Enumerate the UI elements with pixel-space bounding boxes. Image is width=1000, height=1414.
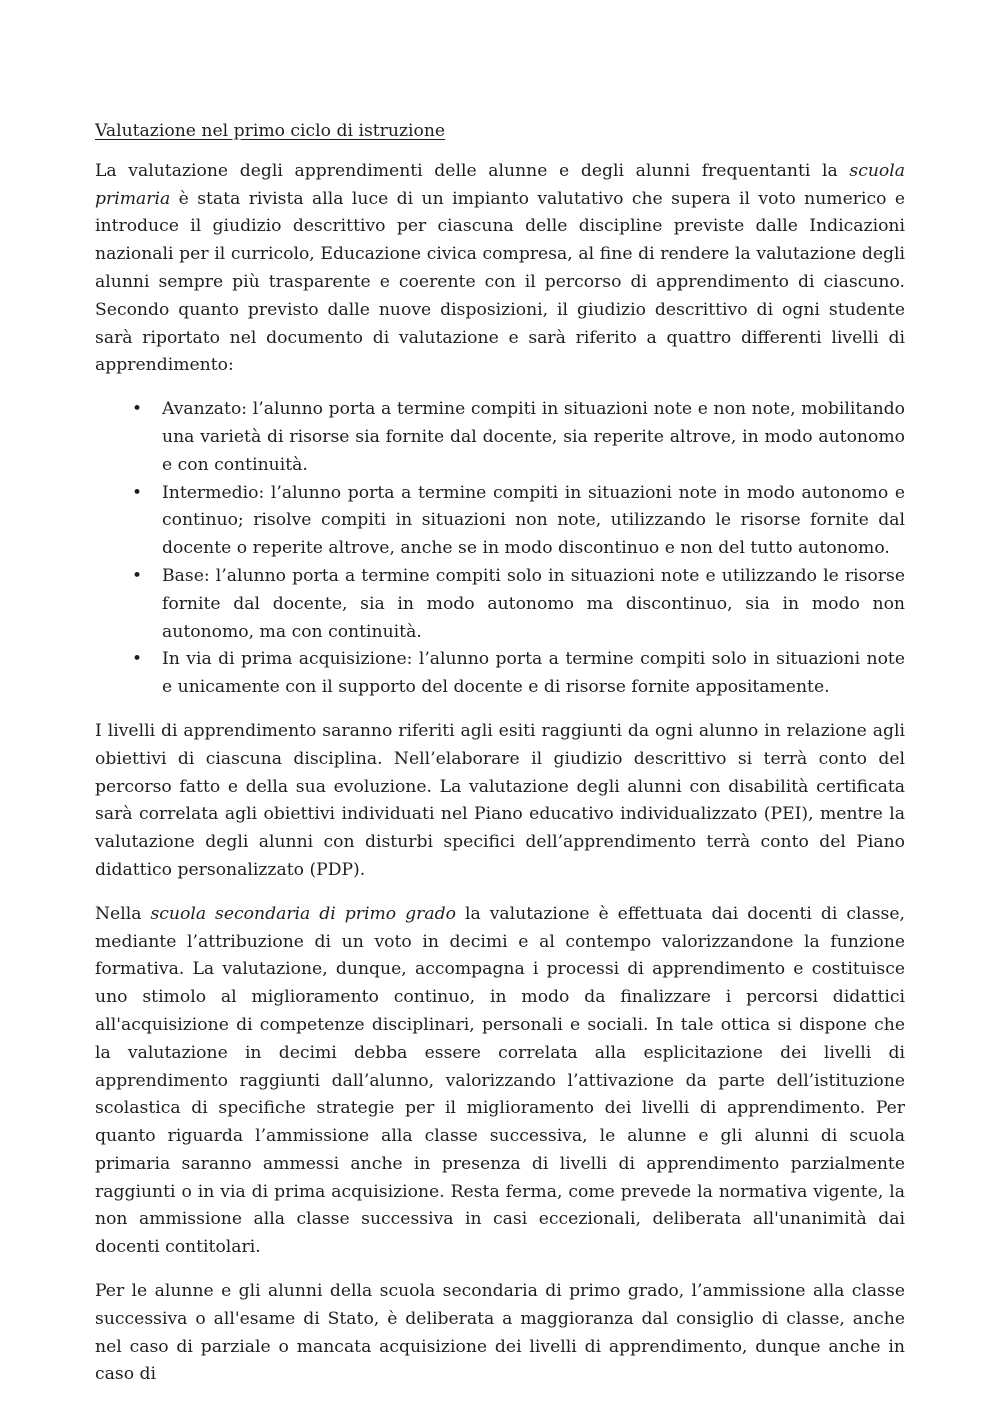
paragraph-text: La valutazione degli apprendimenti delle alunne e degli alunni frequentanti la <box>95 160 850 181</box>
bullet-icon: • <box>132 649 143 670</box>
list-item-text: Avanzato: l’alunno porta a termine compiti in situazioni note e non note, mobilitando una varietà di risorse sia fornite dal docente, sia reperite altrove, in modo autonomo e con continuità. <box>162 399 905 475</box>
levels-list <box>95 396 905 702</box>
list-item-text: In via di prima acquisizione: l’alunno porta a termine compiti solo in situazioni note e unicamente con il supporto del docente e di risorse fornite appositamente. <box>162 649 905 698</box>
section-title: Valutazione nel primo ciclo di istruzione <box>95 121 446 141</box>
list-item-intermedio <box>132 480 905 563</box>
paragraph-text: è stata rivista alla luce di un impianto valutativo che supera il voto numerico e introduce il giudizio descrittivo per ciascuna delle discipline previste dalle Indicazioni nazionali per il curricolo, Educazione civica compresa, al fine di rendere la valutazione degli alunni sempre più trasparente e coerente con il percorso di apprendimento di ciascuno. Secondo quanto previsto dalle nuove disposizioni, il giudizio descrittivo di ogni studente sarà riportato nel documento di valutazione e sarà riferito a quattro differenti livelli di apprendimento: <box>95 188 905 376</box>
list-item-prima-acquisizione <box>132 646 905 702</box>
bullet-icon: • <box>132 482 143 503</box>
bullet-icon: • <box>132 565 143 586</box>
list-item-avanzato <box>132 396 905 479</box>
list-item-text: Base: l’alunno porta a termine compiti solo in situazioni note e utilizzando le risorse fornite dal docente, sia in modo autonomo ma discontinuo, sia in modo non autonomo, ma con continuità. <box>162 565 905 642</box>
paragraph-admission: Per le alunne e gli alunni della scuola secondaria di primo grado, l’ammissione alla classe successiva o all'esame di Stato, è deliberata a maggioranza dal consiglio di classe, anche nel caso di parziale o mancata acquisizione dei livelli di apprendimento, dunque anche in caso di <box>95 1281 905 1385</box>
document-page <box>95 118 905 1389</box>
bullet-icon: • <box>132 399 143 420</box>
paragraph-levels-outcomes: I livelli di apprendimento saranno riferiti agli esiti raggiunti da ogni alunno in relazione agli obiettivi di ciascuna disciplina. Nell’elaborare il giudizio descrittivo si terrà conto del percorso fatto e della sua evoluzione. La valutazione degli alunni con disabilità certificata sarà correlata agli obiettivi individuati nel Piano educativo individualizzato (PEI), mentre la valutazione degli alunni con disturbi specifici dell’apprendimento terrà conto del Piano didattico personalizzato (PDP). <box>95 720 905 880</box>
list-item-text: Intermedio: l’alunno porta a termine compiti in situazioni note in modo autonomo e continuo; risolve compiti in situazioni non note, utilizzando le risorse fornite dal docente o reperite altrove, anche se in modo discontinuo e non del tutto autonomo. <box>162 482 905 559</box>
emphasis-scuola-primaria: scuola primaria <box>95 160 905 209</box>
paragraph-text: Nella <box>95 903 151 924</box>
list-item-base <box>132 563 905 646</box>
paragraph-secondary-school <box>95 901 905 1262</box>
paragraph-primary-school <box>95 158 905 380</box>
paragraph-text: la valutazione è effettuata dai docenti di classe, mediante l’attribuzione di un voto in decimi e al contempo valorizzandone la funzione formativa. La valutazione, dunque, accompagna i processi di apprendimento e costituisce uno stimolo al miglioramento continuo, in modo da finalizzare i percorsi didattici all'acquisizione di competenze disciplinari, personali e sociali. In tale ottica si dispone che la valutazione in decimi debba essere correlata alla esplicitazione dei livelli di apprendimento raggiunti dall’alunno, valorizzando l’attivazione da parte dell’istituzione scolastica di specifiche strategie per il miglioramento dei livelli di apprendimento. Per quanto riguarda l’ammissione alla classe successiva, le alunne e gli alunni di scuola primaria saranno ammessi anche in presenza di livelli di apprendimento parzialmente raggiunti o in via di prima acquisizione. Resta ferma, come prevede la normativa vigente, la non ammissione alla classe successiva in casi eccezionali, deliberata all'unanimità dai docenti contitolari. <box>95 903 906 1258</box>
emphasis-scuola-secondaria: scuola secondaria di primo grado <box>150 903 456 924</box>
